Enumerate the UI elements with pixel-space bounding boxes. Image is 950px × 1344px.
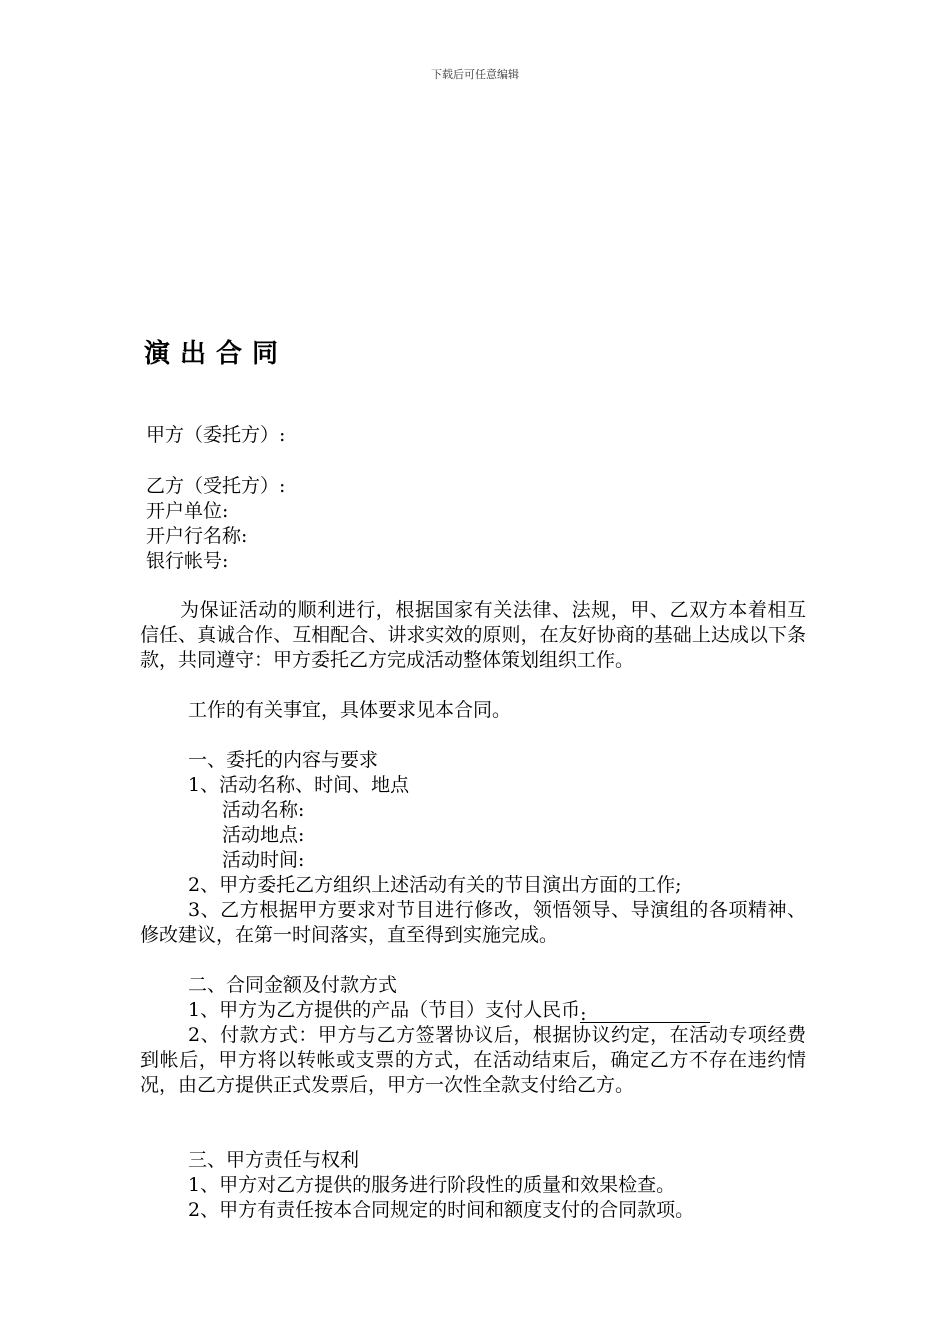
- section1-heading: 一、委托的内容与要求: [188, 749, 379, 771]
- section1-item2: 2、甲方委托乙方组织上述活动有关的节目演出方面的工作;: [188, 874, 682, 896]
- payment-amount-blank: [580, 1002, 710, 1023]
- section1-item3: 3、乙方根据甲方要求对节目进行修改，领悟领导、导演组的各项精神、修改建议，在第一时间落实，直至得到实施完成。: [140, 899, 806, 946]
- party-b-label: 乙方（受托方）:: [146, 475, 286, 497]
- activity-name-label: 活动名称:: [222, 799, 305, 821]
- header-note: 下载后可任意编辑: [431, 68, 519, 81]
- activity-time-label: 活动时间:: [222, 849, 305, 871]
- intro-note: 工作的有关事宜，具体要求见本合同。: [188, 699, 512, 721]
- account-unit-label: 开户单位:: [146, 500, 229, 522]
- section2-heading: 二、合同金额及付款方式: [188, 974, 398, 996]
- payment-amount-label: 1、甲方为乙方提供的产品（节目）支付人民币: [188, 999, 581, 1021]
- section3-item1: 1、甲方对乙方提供的服务进行阶段性的质量和效果检查。: [188, 1174, 676, 1196]
- section1-item1: 1、活动名称、时间、地点: [188, 774, 410, 796]
- party-a-label: 甲方（委托方）:: [146, 424, 286, 446]
- activity-place-label: 活动地点:: [222, 824, 305, 846]
- bank-name-label: 开户行名称:: [146, 525, 248, 547]
- section3-heading: 三、甲方责任与权利: [188, 1149, 360, 1171]
- bank-account-label: 银行帐号:: [146, 550, 229, 572]
- section2-item1: [188, 998, 710, 1023]
- section3-item2: 2、甲方有责任按本合同规定的时间和额度支付的合同款项。: [188, 1199, 695, 1221]
- intro-paragraph: 为保证活动的顺利进行，根据国家有关法律、法规，甲、乙双方本着相互信任、真诚合作、互相配合、讲求实效的原则，在友好协商的基础上达成以下条款，共同遵守：甲方委托乙方完成活动整体策划组织工作。: [140, 599, 806, 671]
- section2-item2: 2、付款方式：甲方与乙方签署协议后，根据协议约定，在活动专项经费到帐后，甲方将以转帐或支票的方式，在活动结束后，确定乙方不存在违约情况，由乙方提供正式发票后，甲方一次性全款支付给乙方。: [140, 1024, 806, 1096]
- payment-amount-colon: :: [580, 1003, 587, 1025]
- page-title: 演出合同: [144, 339, 289, 369]
